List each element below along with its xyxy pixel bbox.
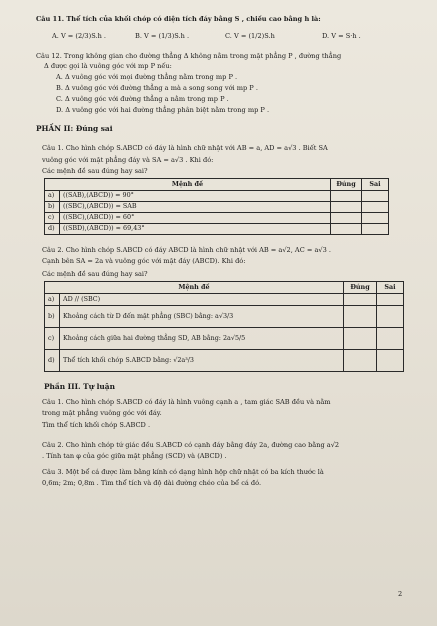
true-answer-cell[interactable] [331, 202, 362, 213]
q12-stem-continued: Δ được gọi là vuông góc với mp P nếu: [44, 62, 172, 70]
true-answer-cell[interactable] [331, 224, 362, 235]
false-answer-cell[interactable] [362, 191, 389, 202]
p3-c1-line2: trong mặt phẳng vuông góc với đáy. [42, 409, 162, 417]
row-key: c) [45, 328, 60, 350]
table-header-false: Sai [377, 282, 404, 294]
part-two-heading: PHẦN II: Đúng sai [36, 124, 113, 133]
false-answer-cell[interactable] [377, 294, 404, 306]
table-header-statement: Mệnh đề [45, 179, 331, 191]
p2-c1-stem-continued: vuông góc với mặt phẳng đáy và SA = a√3 . Khi đó: [42, 156, 214, 164]
q11-option-c: C. V = (1/2)S.h [225, 32, 275, 40]
page-number: 2 [398, 590, 403, 598]
false-answer-cell[interactable] [377, 328, 404, 350]
p2-c2-prompt: Các mệnh đề sau đúng hay sai? [42, 270, 148, 278]
p3-c2-line1: Câu 2. Cho hình chóp tứ giác đều S.ABCD có cạnh đáy bằng đáy 2a, đường cao bằng a√2 [42, 441, 340, 449]
row-key: b) [45, 202, 60, 213]
table-row [45, 294, 404, 306]
p2-c1-prompt: Các mệnh đề sau đúng hay sai? [42, 167, 148, 175]
p2-c2-true-false-table [44, 281, 404, 372]
q11-stem: Câu 11. Thể tích của khối chóp có diện tích đáy bằng S , chiều cao bằng h là: [36, 15, 321, 23]
row-statement: ((SBC),(ABCD)) = SAB [60, 202, 331, 213]
table-row [45, 306, 404, 328]
row-statement: Khoảng cách từ D đến mặt phẳng (SBC) bằng: a√3/3 [60, 306, 344, 328]
table-row [45, 224, 389, 235]
row-key: b) [45, 306, 60, 328]
table-row [45, 191, 389, 202]
row-key: a) [45, 191, 60, 202]
p3-c2-line2: . Tính tan φ của góc giữa mặt phẳng (SCD) và (ABCD) . [42, 452, 227, 460]
row-statement: ((SBD),(ABCD)) ≈ 69,43° [60, 224, 331, 235]
false-answer-cell[interactable] [377, 350, 404, 372]
row-key: a) [45, 294, 60, 306]
false-answer-cell[interactable] [362, 224, 389, 235]
p3-c1-line1: Câu 1. Cho hình chóp S.ABCD có đáy là hình vuông cạnh a , tam giác SAB đều và nằm [42, 398, 331, 406]
p3-c3-line2: 0,6m; 2m; 0,8m . Tìm thể tích và độ dài đường chéo của bể cá đó. [42, 479, 262, 487]
table-row [45, 350, 404, 372]
p2-c1-stem: Câu 1. Cho hình chóp S.ABCD có đáy là hình chữ nhật với AB = a, AD = a√3 . Biết SA [42, 144, 328, 152]
q11-option-a: A. V = (2/3)S.h . [52, 32, 107, 40]
row-statement: Thể tích khối chóp S.ABCD bằng: √2a³/3 [60, 350, 344, 372]
row-statement: ((SAB),(ABCD)) = 90° [60, 191, 331, 202]
true-answer-cell[interactable] [331, 213, 362, 224]
table-row [45, 213, 389, 224]
q11-option-d: D. V = S·h . [322, 32, 361, 40]
row-statement: AD // (SBC) [60, 294, 344, 306]
row-key: d) [45, 224, 60, 235]
q12-option-b: B. Δ vuông góc với đường thẳng a mà a song song với mp P . [56, 84, 258, 92]
false-answer-cell[interactable] [362, 213, 389, 224]
false-answer-cell[interactable] [362, 202, 389, 213]
p2-c2-stem: Câu 2. Cho hình chóp S.ABCD có đáy ABCD là hình chữ nhật với AB = a√2, AC = a√3 . [42, 246, 331, 254]
table-header-true: Đúng [331, 179, 362, 191]
row-statement: Khoảng cách giữa hai đường thẳng SD, AB bằng: 2a√5/5 [60, 328, 344, 350]
row-statement: ((SBC),(ABCD)) = 60° [60, 213, 331, 224]
true-answer-cell[interactable] [331, 191, 362, 202]
p3-c1-line3: Tìm thể tích khối chóp S.ABCD . [42, 421, 151, 429]
table-header-statement: Mệnh đề [45, 282, 344, 294]
true-answer-cell[interactable] [344, 306, 377, 328]
part-three-heading: Phần III. Tự luận [44, 382, 115, 391]
true-answer-cell[interactable] [344, 350, 377, 372]
p2-c1-true-false-table [44, 178, 389, 235]
true-answer-cell[interactable] [344, 294, 377, 306]
q12-option-c: C. Δ vuông góc với đường thẳng a nằm trong mp P . [56, 95, 229, 103]
p3-c3-line1: Câu 3. Một bể cá được làm bằng kính có dạng hình hộp chữ nhật có ba kích thước là [42, 468, 324, 476]
q12-option-a: A. Δ vuông góc với mọi đường thẳng nằm trong mp P . [56, 73, 238, 81]
row-key: c) [45, 213, 60, 224]
false-answer-cell[interactable] [377, 306, 404, 328]
q12-option-d: D. Δ vuông góc với hai đường thẳng phân biệt nằm trong mp P . [56, 106, 270, 114]
true-answer-cell[interactable] [344, 328, 377, 350]
table-header-false: Sai [362, 179, 389, 191]
row-key: d) [45, 350, 60, 372]
table-row [45, 328, 404, 350]
q12-stem: Câu 12. Trong không gian cho đường thẳng Δ không nằm trong mặt phẳng P , đường thẳng [36, 52, 342, 60]
q11-option-b: B. V = (1/3)S.h . [135, 32, 190, 40]
table-row [45, 202, 389, 213]
table-header-true: Đúng [344, 282, 377, 294]
p2-c2-stem-continued: Cạnh bên SA = 2a và vuông góc với mặt đáy (ABCD). Khi đó: [42, 257, 246, 265]
